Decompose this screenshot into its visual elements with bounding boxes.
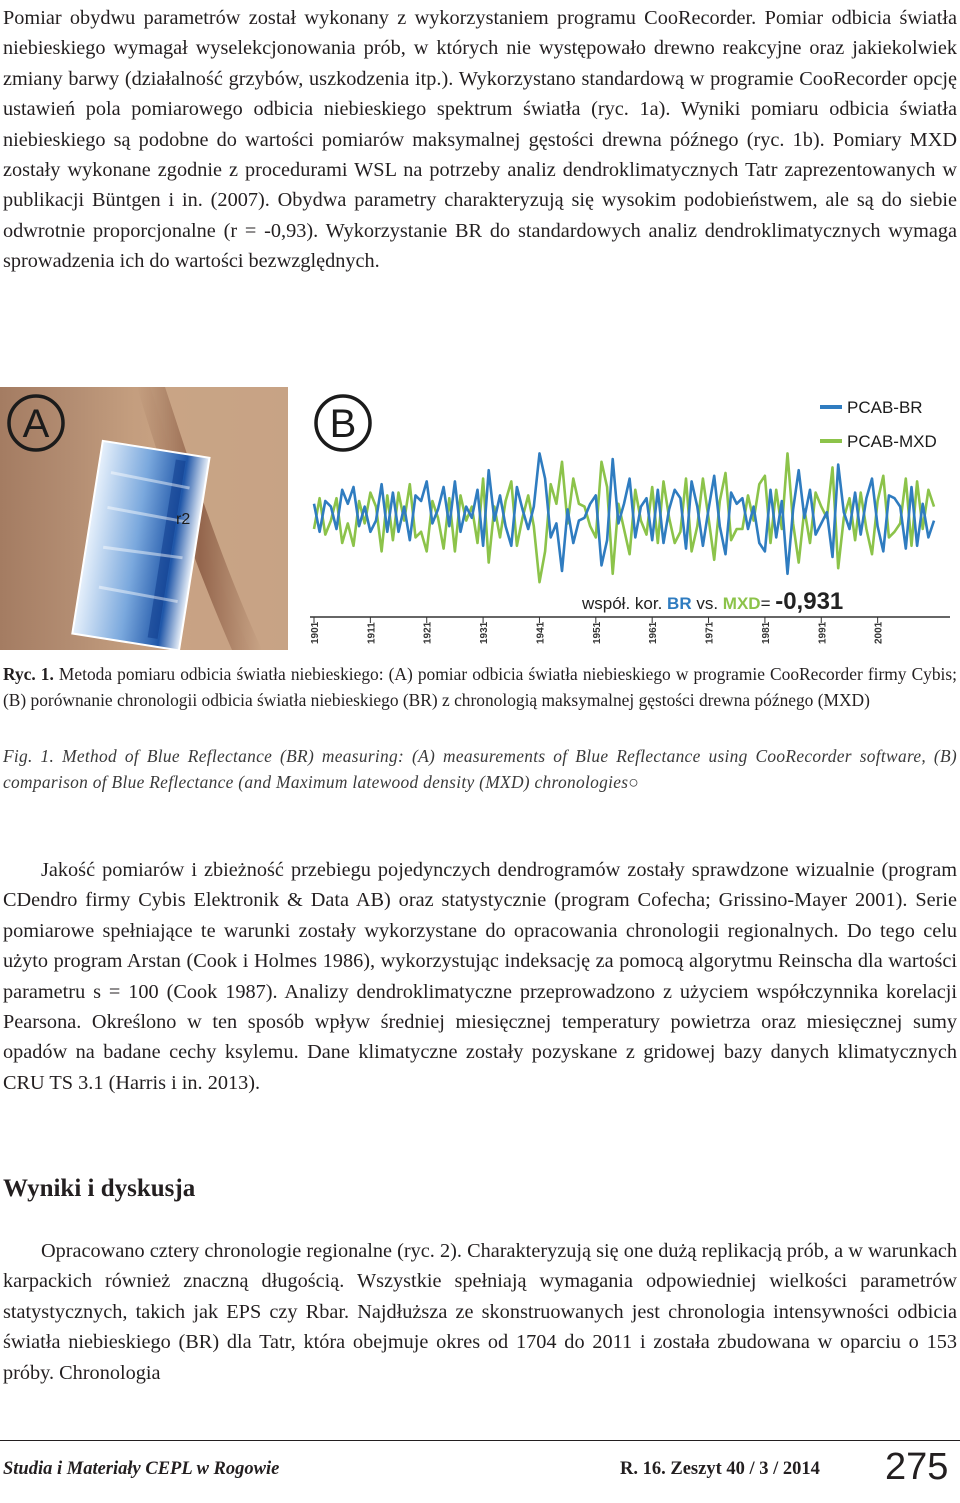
series-layer — [314, 453, 934, 582]
panel-a — [0, 387, 288, 650]
section-heading: Wyniki i dyskusja — [3, 1175, 196, 1202]
x-tick-label: 1931 — [479, 621, 491, 644]
page-number: 275 — [885, 1446, 949, 1488]
annotation-mxd: MXD — [722, 594, 761, 613]
legend-label: PCAB-BR — [847, 398, 923, 417]
x-tick-layer — [310, 617, 885, 644]
x-tick-label: 1991 — [817, 621, 829, 644]
x-tick-label: 1971 — [704, 621, 716, 644]
x-tick-label: 1981 — [760, 621, 772, 644]
correlation-annotation — [581, 588, 843, 615]
caption-en: Fig. 1. Method of Blue Reflectance (BR) measuring: (A) measurements of Blue Reflectance using CooRecorder software, (B) comparison of Blue Reflectance (and Maximum latewood density (MXD) chronologies○ — [3, 746, 957, 792]
legend — [820, 398, 937, 451]
x-tick-label: 1921 — [422, 621, 434, 644]
annotation-value: -0,931 — [775, 588, 844, 615]
journal-title: Studia i Materiały CEPL w Rogowie — [3, 1459, 280, 1479]
figure-svg — [0, 383, 960, 651]
intro-paragraph: Pomiar obydwu parametrów został wykonany z wykorzystaniem programu CooRecorder. Pomiar odbicia światła niebieskiego wymagał wyselekcjonowania prób, w których nie występowało drewno reakcyjne oraz jakiekolwiek zmiany barwy (działalność grzybów, uszkodzenia itp.). Wykorzystano standardową w programie CooRecorder opcję ustawień pola pomiarowego odbicia niebieskiego spektrum światła (ryc. 1a). Wyniki pomiaru odbicia światła niebieskiego są podobne do wartości pomiarów maksymalnej gęstości drewna późnego (ryc. 1b). Pomiary MXD zostały wykonane zgodnie z procedurami WSL na potrzeby analiz dendroklimatycznych Tatr zaprezentowanych w publikacji Büntgen i in. (2007). Obydwa parametry charakteryzują się wysokim podobieństwem, ale są do siebie odwrotnie proporcjonalne (r = -0,93). Wykorzystanie BR do standardowych analiz dendroklimatycznych wymaga sprowadzenia ich do wartości bezwzględnych. — [3, 7, 957, 273]
x-tick-label: 1961 — [648, 621, 660, 644]
x-tick-label: 1951 — [591, 621, 603, 644]
caption-pl-text: Metoda pomiaru odbicia światła niebieskiego: (A) pomiar odbicia światła niebieskiego w programie CooRecorder firmy Cybis; (B) porównanie chronologii odbicia światła niebieskiego (BR) z chronologią maksymalnej gęstości drewna późnego (MXD) — [3, 664, 957, 710]
x-tick-label: 1911 — [366, 622, 378, 644]
panel-a-mark: r2 — [176, 511, 191, 528]
caption-pl — [3, 661, 957, 713]
annotation-prefix: współ. kor. — [582, 594, 668, 613]
panel-a-label: A — [22, 402, 50, 446]
annotation-br: BR — [667, 594, 692, 613]
panel-b — [310, 396, 950, 644]
panel-b-label: B — [329, 402, 357, 446]
methods-paragraph: Jakość pomiarów i zbieżność przebiegu pojedynczych dendrogramów zostały sprawdzone wizualnie (program CDendro firmy Cybis Elektronik & Data AB) oraz statystycznie (program Cofecha; Grissino-Mayer 2001). Serie pomiarowe spełniające te warunki zostały wykorzystane do opracowania chronologii regionalnych. Do tego celu użyto program Arstan (Cook i Holmes 1986), wykorzystując indeksację za pomocą algorytmu Reinscha dla wartości parametru s = 100 (Cook 1987). Analizy dendroklimatyczne przeprowadzono z użyciem współczynnika korelacji Pearsona. Określono w ten sposób wpływ średniej miesięcznej temperatury powietrza oraz miesięcznej sumy opadów na badane cechy ksylemu. Dane klimatyczne zostały pozyskane z gridowej bazy danych klimatycznych CRU TS 3.1 (Harris i in. 2013). — [3, 859, 957, 1094]
x-tick-label: 2001 — [873, 621, 885, 644]
series-line-pcab-br — [314, 453, 934, 573]
caption-pl-label: Ryc. 1. — [3, 664, 54, 684]
results-paragraph: Opracowano cztery chronologie regionalne (ryc. 2). Charakteryzują się one dużą replikacją prób, a w warunkach karpackich również znaczną długością. Wszystkie spełniają wymagania odpowiedniej wielkości parametrów statystycznych, takich jak EPS czy Rbar. Najdłuższa ze skonstruowanych jest chronologia intensywności odbicia światła niebieskiego (BR) dla Tatr, która obejmuje okres od 1704 do 2011 i została zbudowana w oparciu o 153 próby. Chronologia — [3, 1240, 957, 1384]
figure-1 — [0, 383, 960, 651]
annotation-vs: vs. — [691, 594, 723, 613]
x-tick-label: 1901 — [310, 621, 321, 644]
footer-rule — [0, 1440, 960, 1441]
journal-volume: R. 16. Zeszyt 40 / 3 / 2014 — [620, 1459, 820, 1479]
legend-label: PCAB-MXD — [847, 432, 937, 451]
x-tick-label: 1941 — [535, 621, 547, 644]
annotation-eq: = — [760, 594, 776, 613]
